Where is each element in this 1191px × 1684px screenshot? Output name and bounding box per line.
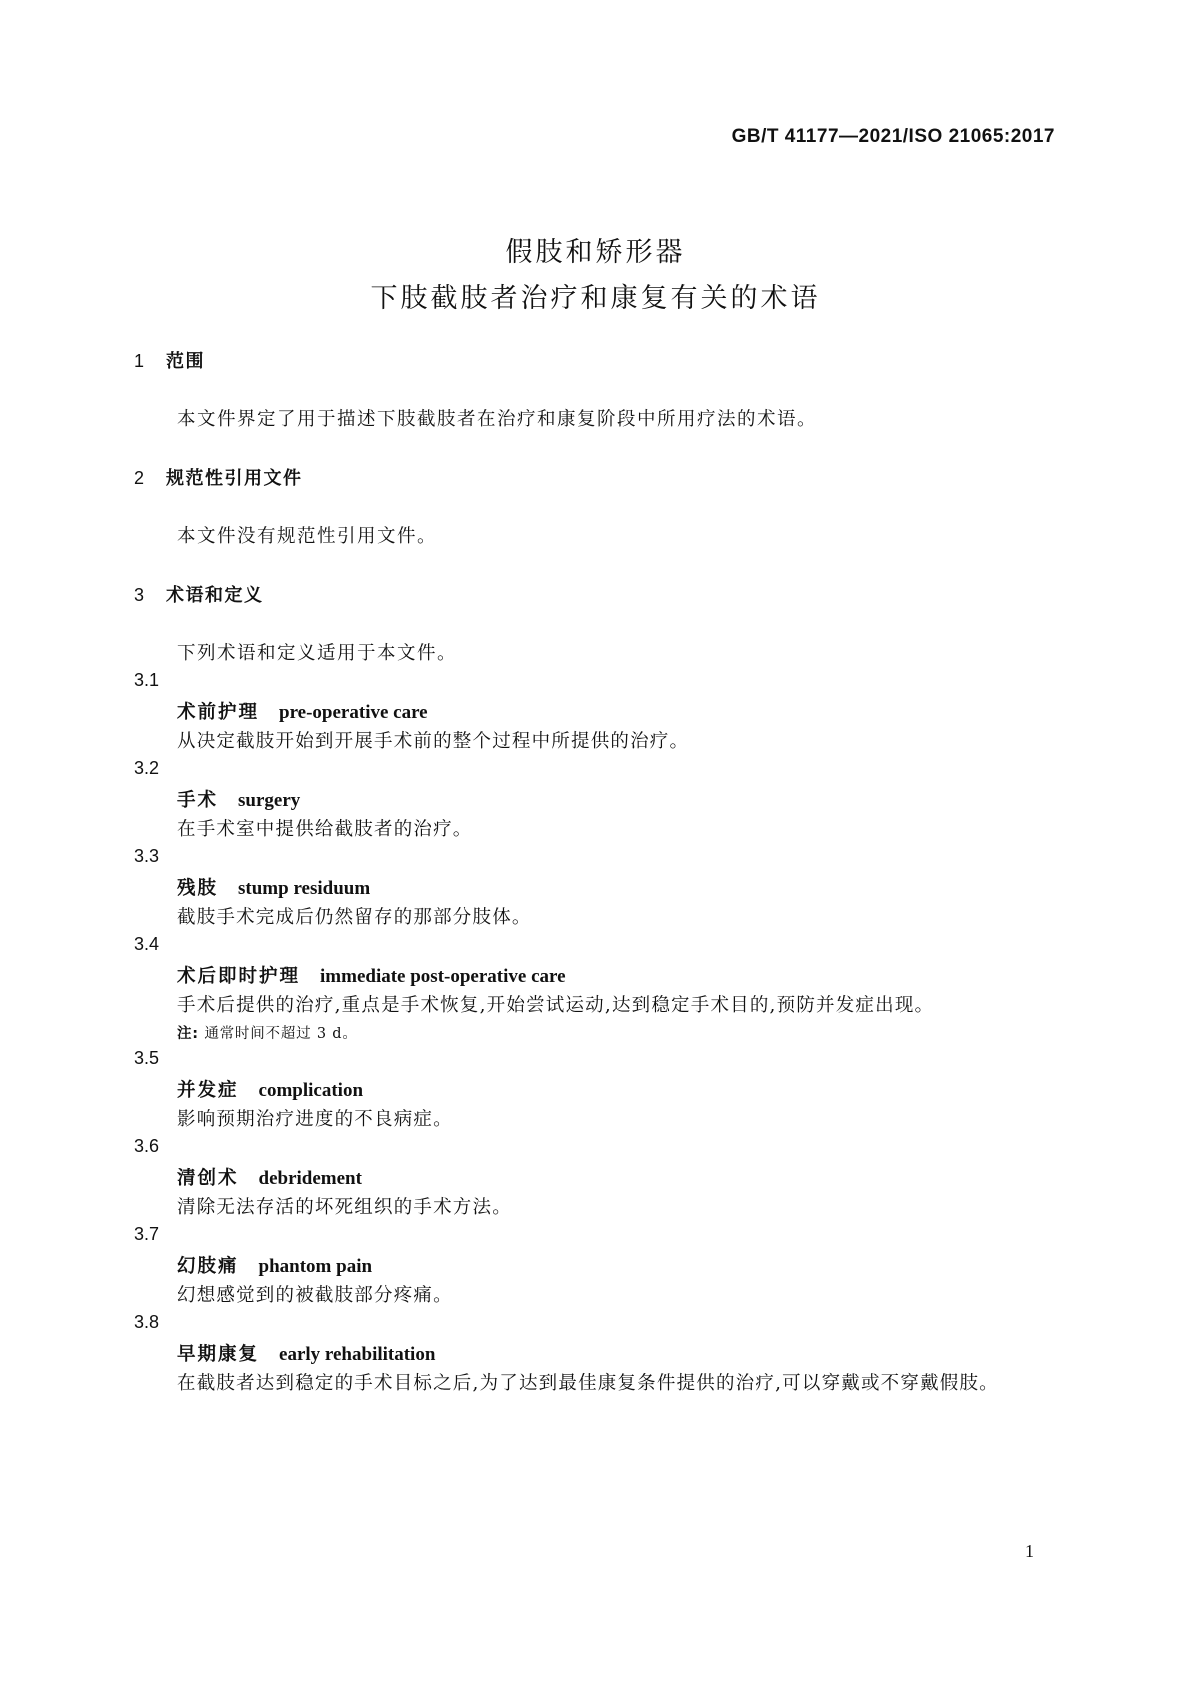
- term-chinese: 并发症: [177, 1080, 239, 1101]
- term-english: pre-operative care: [279, 702, 428, 723]
- term-definition: 在手术室中提供给截肢者的治疗。: [177, 819, 473, 840]
- term-english: surgery: [238, 790, 301, 811]
- section-title: 范围: [166, 351, 205, 372]
- standard-number: GB/T 41177—2021/ISO 21065:2017: [731, 126, 1055, 147]
- section-number: 2: [134, 468, 146, 488]
- term-definition: 从决定截肢开始到开展手术前的整个过程中所提供的治疗。: [177, 731, 690, 752]
- section-number: 1: [134, 351, 146, 371]
- term-number: 3.6: [134, 1136, 160, 1156]
- note-text: 通常时间不超过 3 d。: [204, 1026, 358, 1042]
- term-chinese: 残肢: [177, 878, 219, 899]
- section-title: 术语和定义: [166, 585, 264, 606]
- term-number: 3.4: [134, 934, 160, 954]
- term-english: debridement: [258, 1168, 362, 1189]
- term-entry: [177, 698, 428, 724]
- section-heading-normative-references: [134, 464, 303, 490]
- term-definition: 影响预期治疗进度的不良病症。: [177, 1109, 453, 1130]
- term-note: [177, 1022, 358, 1043]
- term-english: phantom pain: [258, 1256, 373, 1277]
- document-title-line-2: 下肢截肢者治疗和康复有关的术语: [370, 283, 821, 314]
- term-definition: 截肢手术完成后仍然留存的那部分肢体。: [177, 907, 532, 928]
- term-number: 3.7: [134, 1224, 160, 1244]
- term-entry: [177, 1340, 435, 1366]
- term-number: 3.3: [134, 846, 160, 866]
- term-english: immediate post-operative care: [320, 966, 566, 987]
- term-chinese: 早期康复: [177, 1344, 260, 1365]
- page-number: 1: [1025, 1541, 1034, 1561]
- note-label: 注:: [177, 1026, 199, 1042]
- term-chinese: 幻肢痛: [177, 1256, 239, 1277]
- scope-paragraph: 本文件界定了用于描述下肢截肢者在治疗和康复阶段中所用疗法的术语。: [177, 409, 818, 430]
- term-number: 3.1: [134, 670, 160, 690]
- term-definition: 在截肢者达到稳定的手术目标之后,为了达到最佳康复条件提供的治疗,可以穿戴或不穿戴假肢。: [177, 1373, 999, 1394]
- term-definition: 清除无法存活的坏死组织的手术方法。: [177, 1197, 512, 1218]
- term-chinese: 术前护理: [177, 702, 260, 723]
- section-heading-terms-definitions: [134, 581, 264, 607]
- section-heading-scope: [134, 347, 205, 373]
- terms-intro-paragraph: 下列术语和定义适用于本文件。: [177, 643, 458, 664]
- term-english: early rehabilitation: [279, 1344, 436, 1365]
- term-number: 3.2: [134, 758, 160, 778]
- term-entry: [177, 874, 370, 900]
- term-chinese: 清创术: [177, 1168, 239, 1189]
- term-entry: [177, 1252, 372, 1278]
- term-english: stump residuum: [238, 878, 371, 899]
- normative-paragraph: 本文件没有规范性引用文件。: [177, 526, 438, 547]
- term-definition: 手术后提供的治疗,重点是手术恢复,开始尝试运动,达到稳定手术目的,预防并发症出现。: [177, 995, 935, 1016]
- term-entry: [177, 1076, 363, 1102]
- term-english: complication: [258, 1080, 364, 1101]
- term-entry: [177, 962, 566, 988]
- document-title-line-1: 假肢和矫形器: [505, 237, 686, 268]
- term-chinese: 手术: [177, 790, 219, 811]
- term-definition: 幻想感觉到的被截肢部分疼痛。: [177, 1285, 453, 1306]
- term-chinese: 术后即时护理: [177, 966, 301, 987]
- term-entry: [177, 786, 300, 812]
- term-number: 3.5: [134, 1048, 160, 1068]
- term-number: 3.8: [134, 1312, 160, 1332]
- section-number: 3: [134, 585, 146, 605]
- section-title: 规范性引用文件: [166, 468, 303, 489]
- term-entry: [177, 1164, 362, 1190]
